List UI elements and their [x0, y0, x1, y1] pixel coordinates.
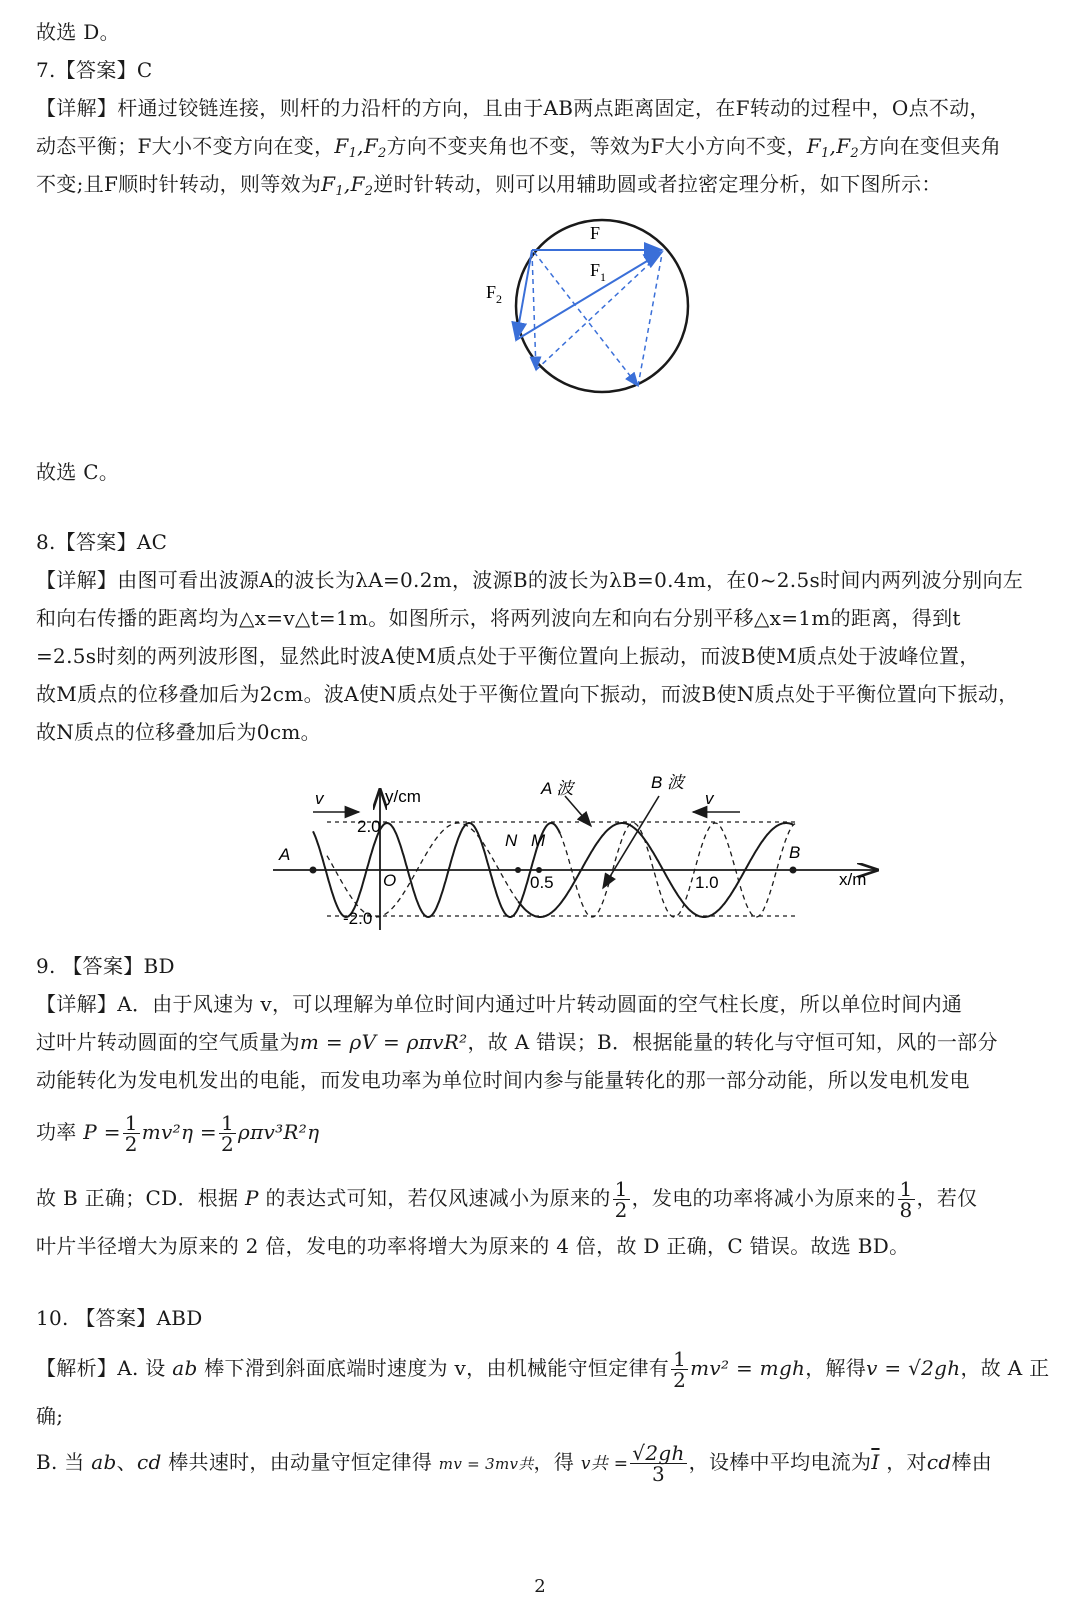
q10-analysis-line2: 确; — [36, 1404, 64, 1428]
label-y-axis: y/cm — [385, 787, 421, 806]
label-point-m: M — [531, 831, 546, 850]
q7-detail-line1: 【详解】杆通过铰链连接，则杆的力沿杆的方向，且由于AB两点距离固定，在F转动的过程中，O点不动， — [36, 96, 990, 120]
label-f2: $F_2$ — [486, 282, 503, 306]
q8-detail-line5: 故N质点的位移叠加后为0cm。 — [36, 720, 321, 744]
point-n-dot — [515, 867, 521, 873]
point-a-dot — [310, 867, 317, 874]
q7-conclusion: 故选 C。 — [36, 460, 120, 484]
label-point-n: N — [505, 831, 518, 850]
q7-detail-line3: 不变;且F顺时针转动，则等效为$F_1,F_2$逆时针转动，则可以用辅助圆或者拉密定理分析，如下图所示： — [36, 172, 942, 199]
dashed-f2-alt-1 — [532, 252, 536, 370]
q7-answer: 7.【答案】C — [36, 58, 153, 82]
label-x-axis: x/m — [839, 870, 867, 889]
fraction-half-4: $\frac{1}{2}$ — [673, 1347, 687, 1392]
q10-analysis-line3: B. 当 ab、cd 棒共速时，由动量守恒定律得 mv = 3mv共，得 v共 = $\frac{√2gh}{3}$ ，设棒中平均电流为$\overline{I}$ ，对cd棒由 — [36, 1441, 993, 1486]
label-y-bottom: -2.0 — [343, 909, 373, 928]
q9-answer: 9. 【答案】BD — [36, 954, 175, 978]
label-wave-a: A 波 — [541, 779, 574, 798]
page-number: 2 — [534, 1576, 546, 1597]
q8-detail-line3: =2.5s时刻的两列波形图，显然此时波A使M质点处于平衡位置向上振动，而波B使M质点处于波峰位置， — [36, 644, 980, 668]
dashed-f1-alt-2 — [638, 254, 662, 386]
label-point-b: B — [789, 843, 801, 862]
fraction-eighth: $\frac{1}{8}$ — [899, 1177, 913, 1222]
label-point-a: A — [279, 845, 291, 864]
auxiliary-circle — [516, 220, 688, 392]
wave-b-pointer — [603, 796, 659, 888]
label-wave-b: B 波 — [651, 773, 685, 792]
force-f2-arrow — [516, 250, 532, 340]
q8-detail-line2: 和向右传播的距离均为△x=v△t=1m。如图所示，将两列波向左和向右分别平移△x=1m的距离，得到t — [36, 606, 961, 630]
wave-graph — [265, 762, 890, 937]
q9-power-formula: 功率 P = $\frac{1}{2}$ mv²η = $\frac{1}{2}$ ρπv³R²η — [36, 1111, 320, 1156]
fraction-half-3: $\frac{1}{2}$ — [614, 1177, 628, 1222]
label-f: F — [590, 223, 601, 243]
point-b-dot — [790, 867, 797, 874]
force-f1-arrow — [516, 252, 662, 340]
q8-detail-line1: 【详解】由图可看出波源A的波长为λA=0.2m，波源B的波长为λB=0.4m，在0~2.5s时间内两列波分别向左 — [36, 568, 1024, 592]
label-y-top: 2.0 — [357, 817, 381, 836]
label-v-right: v — [705, 789, 714, 808]
fraction-half: $\frac{1}{2}$ — [124, 1111, 138, 1156]
q9-detail-line2: 过叶片转动圆面的空气质量为m = ρV = ρπvR²，故 A 错误；B．根据能量的转化与守恒可知，风的一部分 — [36, 1030, 998, 1054]
q7-detail-line2: 动态平衡；F大小不变方向在变，$F_1,F_2$方向不变夹角也不变，等效为F大小方向不变，$F_1,F_2$方向在变但夹角 — [36, 134, 1002, 161]
q6-conclusion: 故选 D。 — [36, 20, 120, 44]
q9-detail-line3: 动能转化为发电机发出的电能，而发电功率为单位时间内参与能量转化的那一部分动能，所以发电机发电 — [36, 1068, 970, 1092]
q9-detail-line5: 故 B 正确；CD．根据 P 的表达式可知，若仅风速减小为原来的 $\frac{1}{2}$ ，发电的功率将减小为原来的 $\frac{1}{8}$ ，若仅 — [36, 1177, 978, 1222]
label-x-one: 1.0 — [695, 873, 719, 892]
label-v-left: v — [315, 789, 324, 808]
q9-detail-line6: 叶片半径增大为原来的 2 倍，发电的功率将增大为原来的 4 倍，故 D 正确，C 错误。故选 BD。 — [36, 1234, 910, 1258]
q8-detail-line4: 故M质点的位移叠加后为2cm。波A使N质点处于平衡位置向下振动，而波B使N质点处于平衡位置向下振动， — [36, 682, 1019, 706]
fraction-half-2: $\frac{1}{2}$ — [220, 1111, 235, 1156]
label-f1: $F_1$ — [590, 260, 607, 284]
q8-answer: 8.【答案】AC — [36, 530, 168, 554]
q9-detail-line1: 【详解】A．由于风速为 v，可以理解为单位时间内通过叶片转动圆面的空气柱长度，所以单位时间内通 — [36, 992, 963, 1016]
q10-answer: 10. 【答案】ABD — [36, 1306, 203, 1330]
q10-analysis-line1: 【解析】A. 设 ab 棒下滑到斜面底端时速度为 v，由机械能守恒定律有 $\frac{1}{2}$ mv² = mgh，解得v = √2gh，故 A 正 — [36, 1347, 1050, 1392]
fraction-v-common: $\frac{√2gh}{3}$ — [632, 1441, 685, 1486]
label-origin: O — [383, 871, 397, 890]
force-circle-diagram — [470, 210, 710, 410]
label-x-mid: 0.5 — [530, 873, 554, 892]
